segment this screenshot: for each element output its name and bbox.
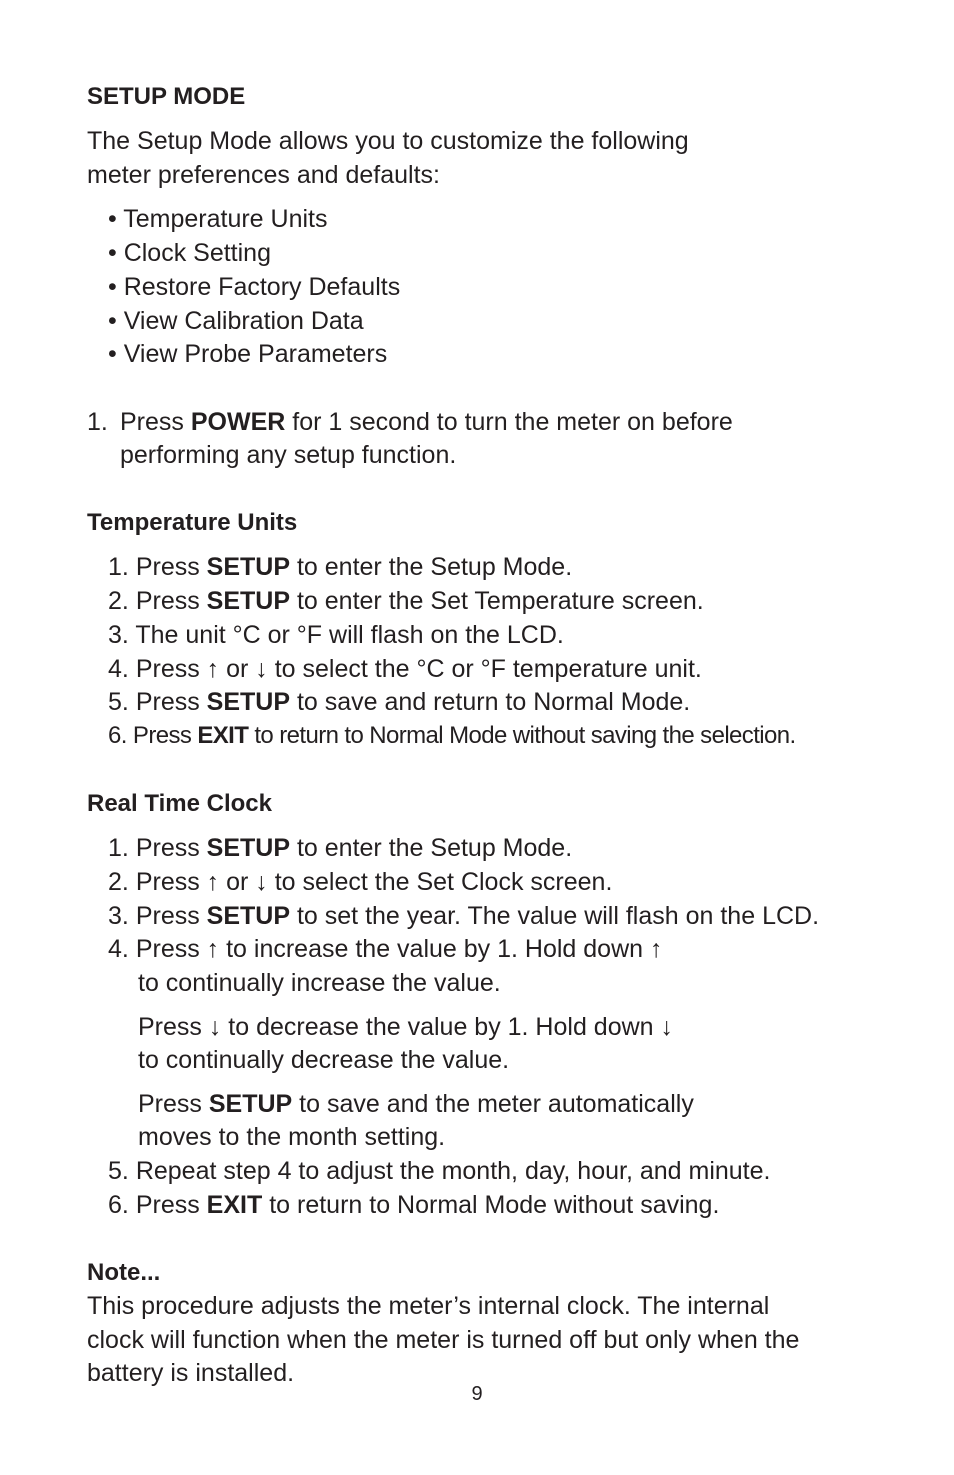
step-number: 1. xyxy=(108,553,129,581)
step-text: Press xyxy=(132,722,198,749)
step-text: to save and return to Normal Mode. xyxy=(290,688,691,716)
key-label: SETUP xyxy=(208,1090,293,1118)
step-text: to enter the Setup Mode. xyxy=(290,553,573,581)
key-label: SETUP xyxy=(206,834,291,862)
clock-step xyxy=(108,1190,719,1220)
step-number: 3. xyxy=(108,902,129,930)
step-text: to return to Normal Mode without saving the selection. xyxy=(248,722,796,749)
temp-step xyxy=(108,687,690,717)
step-number: 2. xyxy=(108,868,129,896)
step-number: 5. xyxy=(108,1157,129,1185)
step-number: 4. xyxy=(108,655,129,683)
step-text: Press ↑ or ↓ to select the °C or °F temperature unit. xyxy=(135,655,702,683)
temperature-units-heading: Temperature Units xyxy=(87,509,298,536)
step-text: Press xyxy=(135,688,207,716)
key-label: EXIT xyxy=(197,722,249,749)
step-text: Press ↑ to increase the value by 1. Hold down ↑ xyxy=(135,935,663,963)
save-paragraph-line-2: moves to the month setting. xyxy=(138,1123,446,1151)
step-text: Press xyxy=(135,587,207,615)
step-number: 3. xyxy=(108,621,129,649)
real-time-clock-heading: Real Time Clock xyxy=(87,790,272,817)
bullet-item: • View Probe Parameters xyxy=(108,340,388,368)
temp-step xyxy=(108,654,702,684)
bullet-item: • Restore Factory Defaults xyxy=(108,273,401,301)
step-text: to enter the Set Temperature screen. xyxy=(290,587,704,615)
step-number: 4. xyxy=(108,935,129,963)
save-paragraph-line-1 xyxy=(138,1089,694,1119)
clock-step xyxy=(108,867,612,897)
note-line-2: clock will function when the meter is turned off but only when the xyxy=(87,1326,800,1354)
step-text: The unit °C or °F will flash on the LCD. xyxy=(135,621,564,649)
clock-step xyxy=(108,901,819,931)
bullet-item: • Clock Setting xyxy=(108,239,271,267)
temp-step xyxy=(108,620,564,650)
step-text: Press xyxy=(135,553,207,581)
step-number: 6. xyxy=(108,722,127,749)
page-number: 9 xyxy=(471,1383,483,1405)
note-line-1: This procedure adjusts the meter’s internal clock. The internal xyxy=(87,1292,770,1320)
temp-step xyxy=(108,586,704,616)
power-step-number: 1. xyxy=(87,408,108,436)
power-step xyxy=(120,407,733,437)
step-text: to set the year. The value will flash on the LCD. xyxy=(290,902,820,930)
step-text: Press xyxy=(135,834,207,862)
key-label: EXIT xyxy=(206,1191,263,1219)
key-label: SETUP xyxy=(206,587,291,615)
clock-step-continuation: to continually increase the value. xyxy=(138,969,501,997)
step-number: 2. xyxy=(108,587,129,615)
decrease-paragraph-line-1: Press ↓ to decrease the value by 1. Hold down ↓ xyxy=(138,1013,674,1041)
step-number: 5. xyxy=(108,688,129,716)
key-label: SETUP xyxy=(206,553,291,581)
step-text: to return to Normal Mode without saving. xyxy=(262,1191,720,1219)
temp-step xyxy=(108,721,796,751)
step-text: for 1 second to turn the meter on before xyxy=(285,408,733,436)
temp-step xyxy=(108,552,572,582)
bullet-item: • View Calibration Data xyxy=(108,307,364,335)
step-text: Press xyxy=(138,1090,209,1118)
bullet-item: • Temperature Units xyxy=(108,205,328,233)
note-heading: Note... xyxy=(87,1259,161,1286)
decrease-paragraph-line-2: to continually decrease the value. xyxy=(138,1046,510,1074)
step-text: Press xyxy=(135,1191,207,1219)
step-text: to save and the meter automatically xyxy=(292,1090,694,1118)
intro-line-1: The Setup Mode allows you to customize the following xyxy=(87,127,689,155)
step-text: to enter the Setup Mode. xyxy=(290,834,573,862)
step-text: Press ↑ or ↓ to select the Set Clock screen. xyxy=(135,868,613,896)
note-line-3: battery is installed. xyxy=(87,1359,295,1387)
key-label: SETUP xyxy=(206,902,291,930)
step-text: Repeat step 4 to adjust the month, day, hour, and minute. xyxy=(135,1157,771,1185)
clock-step xyxy=(108,934,662,964)
clock-step xyxy=(108,833,572,863)
key-label: POWER xyxy=(190,408,286,436)
step-number: 1. xyxy=(108,834,129,862)
section-title: SETUP MODE xyxy=(87,83,246,110)
step-text: Press xyxy=(120,408,191,436)
step-number: 6. xyxy=(108,1191,129,1219)
key-label: SETUP xyxy=(206,688,291,716)
step-text: Press xyxy=(135,902,207,930)
clock-step xyxy=(108,1156,770,1186)
intro-line-2: meter preferences and defaults: xyxy=(87,161,440,189)
power-step-continuation: performing any setup function. xyxy=(120,441,457,469)
